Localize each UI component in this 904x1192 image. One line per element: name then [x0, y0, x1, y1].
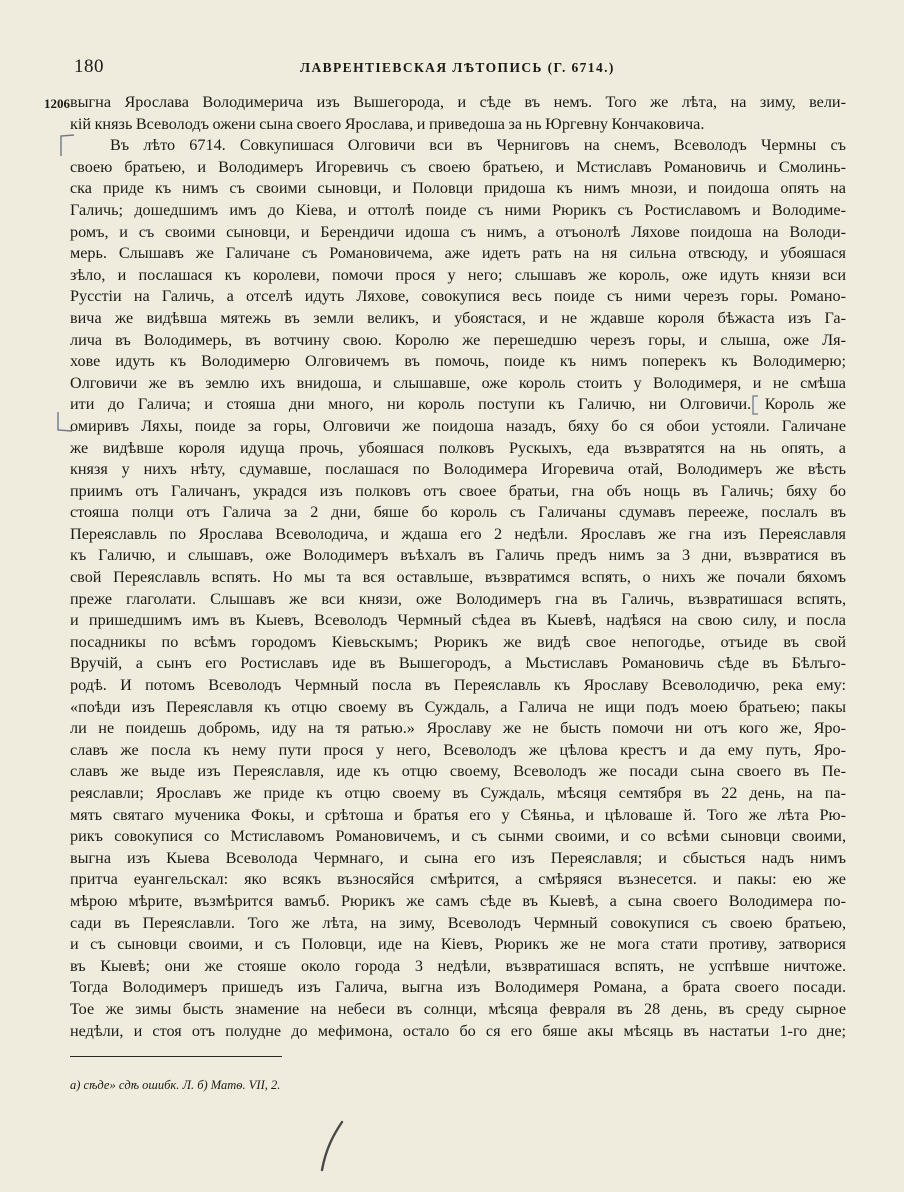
text-line: ли не поидешь добромь, иду на тя ратью.» Ярославу же не бысть помочи ни отъ кого же, Яро-	[70, 719, 846, 738]
text-line: своею братьею, и Володимеръ Игоревичь съ своею братьею, и Мстиславъ Романовичь и Смолинь-	[70, 157, 846, 176]
text-line: въ Кыевѣ; они же стояше около города 3 недѣли, възвратишася вспять, не успѣвше ничтоже.	[70, 956, 846, 975]
text-line: ска приде къ нимъ съ своими сыновци, и Половци придоша къ нимъ мнози, и поидоша опять на	[70, 179, 846, 198]
text-line: притча еуангельскал: яко всякъ възносяйся смѣрится, а смѣряяся възнесется. и пакы: ею же	[70, 870, 846, 889]
text-line: кій князь Всеволодъ ожени сына своего Ярослава, и приведоша за нь Юргевну Кончаковича.	[70, 114, 705, 133]
text-line: Тое же зимы бысть знамение на небеси въ солнци, мѣсяца февраля въ 28 день, въ среду сырное	[70, 999, 846, 1018]
footnote: а) сѣде» сдѣ ошибк. Л. б) Матѳ. VII, 2.	[70, 1078, 281, 1092]
text-line: мерь. Слышавъ же Галичане съ Романовичема, аже идеть рать на ня сильна отвсюду, и убояшася	[70, 244, 846, 263]
text-line: рикъ совокупися со Мстиславомъ Романовичемъ, и съ сынми своими, и со всѣми сыновци своими,	[70, 827, 846, 846]
text-line: выгна Ярослава Володимерича изъ Вышегорода, и сѣде въ немъ. Того же лѣта, на зиму, вели-	[70, 93, 846, 111]
text-line: лича въ Володимерь, въ вотчину свою. Королю же перешедшю черезъ горы, и слыша, оже Ля-	[70, 330, 846, 349]
text-line: Тогда Володимеръ пришедъ изъ Галича, выгна изъ Володимеря Романа, а брата своего посади.	[70, 978, 846, 997]
running-title: ЛАВРЕНТІЕВСКАЯ ЛѢТОПИСЬ (Г. 6714.)	[300, 60, 615, 75]
text-line: сади въ Переяславли. Того же лѣта, на зиму, Всеволодъ Чермный совокупися съ своею братьею,	[70, 913, 846, 932]
text-line: вича же видѣвша мятежь въ земли великъ, и убоястася, и не ждавше короля бѣжаста изъ Га-	[70, 308, 846, 327]
text-line: Въ лѣто 6714. Совкупишася Олговичи вси въ Черниговъ на снемъ, Всеволодъ Чермны съ	[110, 136, 846, 155]
text-line: зѣло, и послашася къ королеви, помочи прося у него; слышавъ же король, оже идуть князи вси	[70, 265, 846, 284]
text-line: хове идуть къ Володимерю Олговичемъ въ помочь, поиде къ нимъ поперекъ къ Володимерю;	[70, 352, 846, 371]
text-line: недѣли, и стоя отъ полудне до мефимона, остало бо ся его бяше акы мѣсяць въ настатьи 1-го дне;	[70, 1021, 846, 1040]
text-line: ити до Галича; и стояша дни много, ни король поступи къ Галичю, ни Олговичи. Король же	[70, 395, 846, 414]
text-line: Олговичи же въ землю ихъ внидоша, и слышавше, оже король стоить у Володимеря, и не смѣша	[70, 373, 846, 392]
text-line: родѣ. И потомъ Всеволодъ Чермный посла въ Переяславль къ Ярославу Всеволодичю, река ему:	[70, 676, 846, 695]
text-line: Галичь; дошедшимъ имъ до Кіева, и оттолѣ поиде съ ними Рюрикъ съ Ростиславомъ и Володиме-	[70, 200, 846, 219]
text-line: мять святаго мученика Фокы, и срѣтоша и братья его у Сѣяньа, и цѣловаше й. Того же лѣта Рю-	[70, 805, 846, 824]
text-line: мѣрою мѣрите, възмѣрится вамъб. Рюрикъ же самъ сѣде въ Кыевѣ, а сына своего Володимера по-	[70, 891, 846, 910]
text-line: Русстіи на Галичь, а отселѣ идуть Ляхове, совокупися весь поиде съ ними черезъ горы. Романо-	[70, 287, 846, 306]
text-line: посадникы по всѣмъ городомъ Кіевьскымъ; Рюрикъ же видѣ свое непогодье, отъиде въ свой	[70, 632, 846, 651]
margin-year: 1206	[44, 96, 70, 111]
text-line: къ Галичю, и слышавъ, оже Володимеръ въѣхалъ въ Галичь предъ нимъ за 3 дни, възвратися въ	[70, 546, 846, 565]
text-line: же видѣвше короля идуща прочь, убояшася полковъ Рускыхъ, еда възвратятся на нь опять, а	[70, 438, 846, 457]
text-line: Вручій, а сынъ его Ростиславъ иде въ Вышегородъ, а Мьстиславъ Романовичь сѣде въ Бѣлъго-	[70, 654, 846, 673]
page-number: 180	[74, 56, 104, 77]
text-line: Переяславль по Ярослава Всеволодича, и ждаша его 2 недѣли. Ярославъ же гна изъ Переяславля	[70, 524, 846, 543]
text-line: славъ же выде изъ Переяславля, иде къ отцю своему, Всеволодъ же посади сына своего въ Пе-	[70, 762, 846, 781]
text-line: стояша полци отъ Галича за 2 дни, бяше бо король съ Галичаны сдумавъ перееже, послалъ въ	[70, 503, 846, 522]
text-line: и съ сыновци своими, и съ Половци, иде на Кіевъ, Рюрикъ же не мога стати противу, затворися	[70, 935, 846, 954]
pencil-stroke-icon	[312, 1118, 352, 1174]
text-line: реяславли; Ярославъ же приде къ отцю своему въ Суждаль, мѣсяця семтября въ 22 день, на па-	[70, 784, 846, 802]
text-line: и пришедшимъ имъ въ Кыевъ, Всеволодъ Чермный сѣдеа въ Кыевѣ, надѣяся на свою силу, и посла	[70, 611, 846, 630]
text-line: преже глаголати. Слышавъ же вси князи, оже Володимеръ гна въ Галичь, възвратишася вспять,	[70, 589, 846, 608]
text-line: свой Переяславль вспять. Но мы та вся оставльше, възвратимся вспять, о нихъ же почали бяхомъ	[70, 568, 846, 587]
text-line: омиривъ Ляхы, поиде за горы, Олговичи же поидоша назадъ, бяху бо ся обои устояли. Галичане	[70, 416, 846, 435]
text-line: выгна изъ Кыева Всеволода Чермнаго, и сына его изъ Переяславля; и сбысться надъ нимъ	[70, 848, 846, 867]
chronicle-text	[70, 92, 846, 1042]
text-line: «поѣди изъ Переяславля къ отцю своему въ Суждаль, а Галича не ищи подъ моею братьею; пакы	[70, 697, 846, 716]
footnote-divider	[70, 1056, 282, 1057]
text-line: князя у нихъ нѣту, сдумавше, послашася по Володимера Игоревича отай, Володимеръ же вѣсть	[70, 460, 846, 479]
text-line: приимъ отъ Галичанъ, украдся изъ полковъ отъ своее братьи, гна объ нощь въ Галичь; бяху бо	[70, 481, 846, 500]
text-line: ромъ, и съ своими сыновци, и Берендичи идоша съ нимъ, а отъонолѣ Ляхове поидоша на Володи-	[70, 222, 846, 241]
text-line: славъ же посла къ нему пути прося у него, Всеволодъ же цѣлова крестъ и да ему путь, Яро-	[70, 740, 846, 759]
